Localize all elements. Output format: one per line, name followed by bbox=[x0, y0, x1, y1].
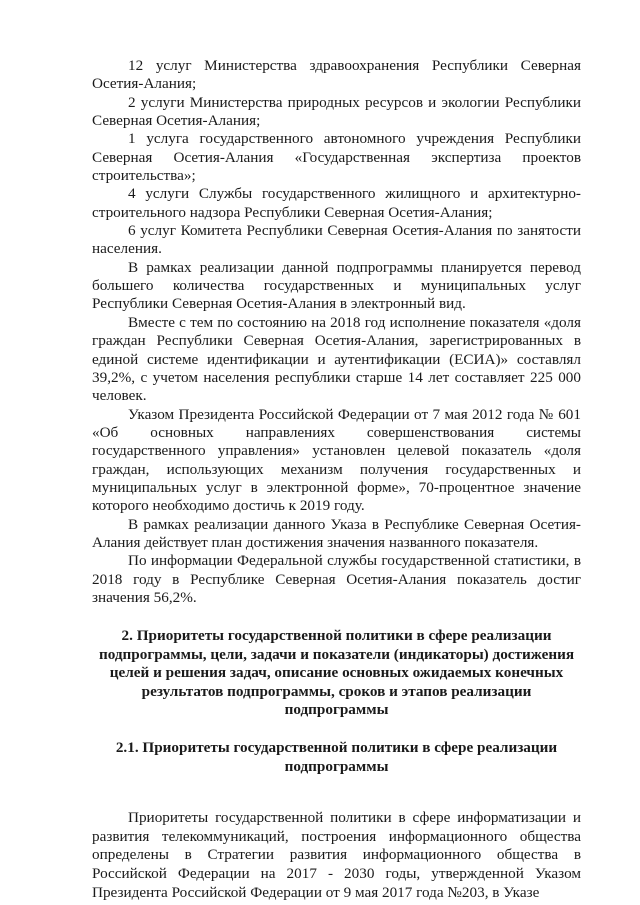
paragraph-housing-supervision-services: 4 услуги Службы государственного жилищного и архитектурно-строительного надзора Республики Северная Осетия-Алания; bbox=[92, 185, 581, 221]
paragraph-natural-resources-services: 2 услуги Министерства природных ресурсов и экологии Республики Северная Осетия-Алания; bbox=[92, 93, 581, 130]
paragraph-statistics: По информации Федеральной службы государственной статистики, в 2018 году в Республике Северная Осетия-Алания показатель достиг значения 56,2%. bbox=[92, 552, 581, 606]
paragraph-employment-services: 6 услуг Комитета Республики Северная Осетия-Алания по занятости населения. bbox=[92, 222, 581, 258]
paragraph-electronic-transfer: В рамках реализации данной подпрограммы планируется перевод большего количества государственных и муниципальных услуг Республики Северная Осетия-Алания в электронный вид. bbox=[92, 258, 581, 313]
paragraph-decree-601: Указом Президента Российской Федерации от 7 мая 2012 года № 601 «Об основных направлениях совершенствования системы государственного управления» установлен целевой показатель «доля граждан, использующих механизм получения государственных и муниципальных услуг в электронной форме», 70-процентное значение которого необходимо достичь к 2019 году. bbox=[92, 405, 581, 515]
paragraph-health-services: 12 услуг Министерства здравоохранения Республики Северная Осетия-Алания; bbox=[92, 57, 581, 93]
paragraph-decree-implementation: В рамках реализации данного Указа в Республике Северная Осетия-Алания действует план достижения значения названного показателя. bbox=[92, 515, 581, 551]
section-heading: 2. Приоритеты государственной политики в сфере реализации подпрограммы, цели, задачи и показатели (индикаторы) достижения целей и решения задач, описание основных ожидаемых конечных результатов подпрограммы, сроков и этапов реализации подпрограммы bbox=[98, 627, 575, 718]
paragraph-esia-indicator: Вместе с тем по состоянию на 2018 год исполнение показателя «доля граждан Республики Северная Осетия-Алания, зарегистрированных в единой системе идентификации и аутентификации (ЕСИА)» составлял 39,2%, с учетом населения республики старше 14 лет составляет 225 000 человек. bbox=[92, 313, 581, 405]
paragraph-expertise-service: 1 услуга государственного автономного учреждения Республики Северная Осетия-Алания «Государственная экспертиза проектов строительства»; bbox=[92, 130, 581, 185]
subsection-heading: 2.1. Приоритеты государственной политики в сфере реализации подпрограммы bbox=[115, 739, 558, 775]
paragraph-priorities: Приоритеты государственной политики в сфере информатизации и развития телекоммуникаций, построения информационного общества определены в Стратегии развития информационного общества в Российской Федерации на 2017 - 2030 годы, утвержденной Указом Президента Российской Федерации от 9 мая 2017 года №203, в Указе bbox=[92, 809, 581, 901]
